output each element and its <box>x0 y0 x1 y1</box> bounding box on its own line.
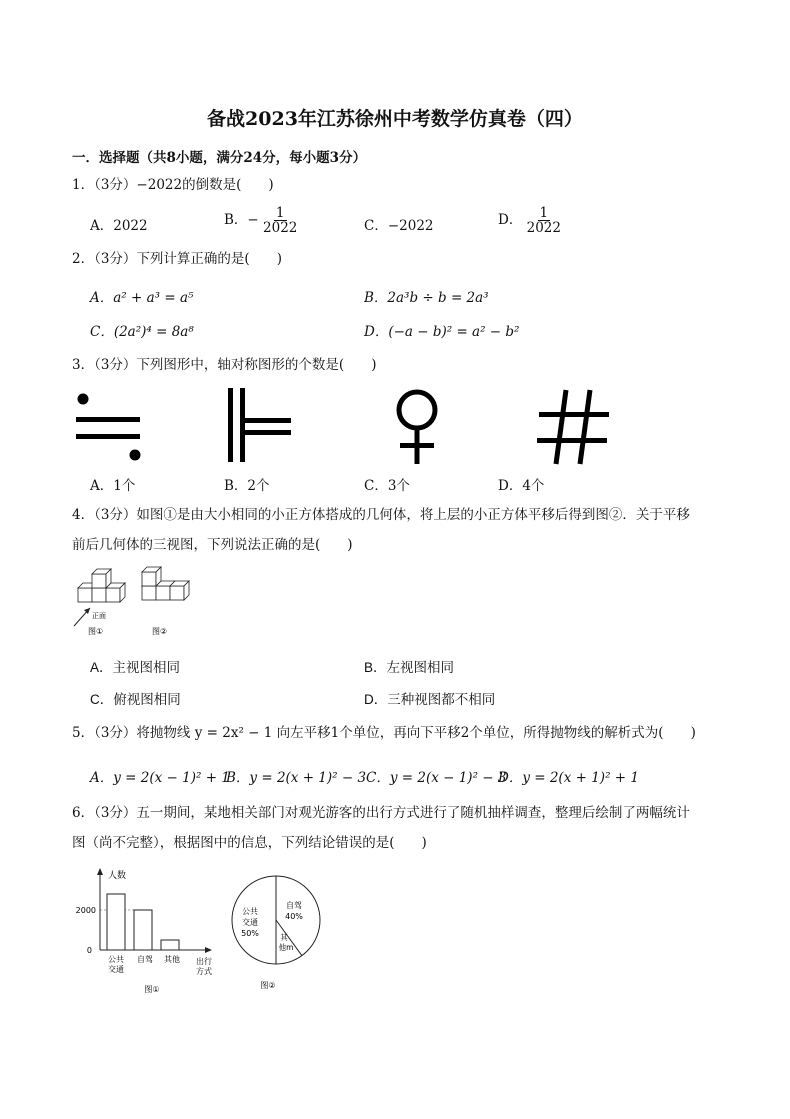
q1-b-denominator: 2022 <box>263 220 298 236</box>
pie-label-self: 自驾 <box>286 901 302 910</box>
figure-2-cubes <box>142 567 189 600</box>
q6-bar-chart <box>70 864 230 999</box>
hbar-2 <box>245 430 291 435</box>
exam-title: 备战2023年江苏徐州中考数学仿真卷（四） <box>207 108 583 130</box>
hash-symbol-figure <box>537 390 609 464</box>
q5-option-b[interactable]: B．y = 2(x + 1)² − 3 <box>226 770 367 786</box>
q3-option-c[interactable]: C．3个 <box>364 478 410 494</box>
q4-option-b[interactable]: B．左视图相同 <box>364 660 455 675</box>
division-bar-1 <box>76 417 140 422</box>
q4-fig1-label: 图① <box>88 627 104 636</box>
q2-option-b[interactable]: B．2a³b ÷ b = 2a³ <box>364 290 489 306</box>
hash-slash-1 <box>556 390 566 464</box>
vbar-2 <box>240 388 245 462</box>
q1-option-d[interactable] <box>498 206 561 235</box>
division-dot-bottom <box>130 450 141 461</box>
q1-option-b[interactable] <box>224 206 297 235</box>
vbar-1 <box>228 388 233 462</box>
question-5-stem: 5．（3分）将抛物线 y = 2x² − 1 向左平移1个单位，再向下平移2个单位，所得抛物线的解析式为( ) <box>72 725 696 741</box>
venus-circle <box>399 392 435 428</box>
parallel-bars-figure <box>228 388 291 462</box>
q3-option-b[interactable]: B．2个 <box>224 478 270 494</box>
q4-cube-figures <box>70 566 200 638</box>
q6-pie-chart <box>228 868 328 994</box>
q4-stem-line-1: 4．（3分）如图①是由大小相同的小正方体搭成的几何体，将上层的小正方体平移后得到图②．关于平移 <box>72 507 690 523</box>
pie-label-other-2: 他m <box>278 943 294 952</box>
section-heading: 一．选择题（共8小题，满分24分，每小题3分） <box>72 150 367 166</box>
division-bar-2 <box>76 434 140 439</box>
bar-1 <box>134 910 152 950</box>
pie-label-self-pct: 40% <box>285 912 303 921</box>
figure-1-cubes <box>78 569 125 602</box>
q2-option-d[interactable]: D．(−a − b)² = a² − b² <box>364 324 520 340</box>
question-2-stem: 2．（3分）下列计算正确的是( ) <box>72 251 282 267</box>
hash-bar-1 <box>539 412 609 417</box>
q3-figures <box>72 388 632 468</box>
division-sign-figure <box>76 394 141 461</box>
bar-tick-0: 0 <box>86 946 92 955</box>
bar-0 <box>107 894 125 950</box>
q6-stem-line-2: 图（尚不完整），根据图中的信息，下列结论错误的是( ) <box>72 835 427 851</box>
q1-option-c[interactable]: C．−2022 <box>364 218 434 234</box>
q3-option-a[interactable]: A．1个 <box>90 478 136 494</box>
bar-cat-other: 其他 <box>164 955 180 964</box>
bar-cat-public-2: 交通 <box>108 965 124 974</box>
q5-option-c[interactable]: C．y = 2(x − 1)² − 3 <box>366 770 507 786</box>
bar-y-label: 人数 <box>108 871 127 881</box>
q4-option-c[interactable]: C．俯视图相同 <box>90 692 181 707</box>
bar-tick-2000: 2000 <box>75 906 96 915</box>
q1-option-d-prefix: D． <box>498 212 523 228</box>
q1-option-b-fraction <box>263 206 297 235</box>
bar-fig-label: 图① <box>144 985 160 994</box>
q5-option-a[interactable]: A．y = 2(x − 1)² + 1 <box>90 770 230 786</box>
q2-option-a[interactable]: A．a² + a³ = a⁵ <box>90 290 194 306</box>
pie-label-other-1: 其 <box>280 933 288 942</box>
question-1-stem: 1．（3分）−2022的倒数是( ) <box>72 177 274 193</box>
hash-slash-2 <box>580 390 590 464</box>
q1-d-denominator: 2022 <box>526 220 561 236</box>
bar-2 <box>161 940 179 950</box>
question-4-stem <box>72 500 732 560</box>
q3-option-d[interactable]: D．4个 <box>498 478 545 494</box>
q5-option-d[interactable]: D．y = 2(x + 1)² + 1 <box>498 770 639 786</box>
q4-fig2-label: 图② <box>152 627 168 636</box>
q1-option-d-fraction <box>527 206 561 235</box>
q4-option-d[interactable]: D．三种视图都不相同 <box>364 692 496 707</box>
q1-b-numerator: 1 <box>275 205 285 221</box>
hash-bar-2 <box>537 438 607 443</box>
q6-stem-line-1: 6．（3分）五一期间，某地相关部门对观光游客的出行方式进行了随机抽样调查，整理后绘制了两幅统计 <box>72 805 690 821</box>
q4-stem-line-2: 前后几何体的三视图，下列说法正确的是( ) <box>72 537 353 553</box>
bar-x-label-2: 方式 <box>196 967 212 976</box>
q1-d-numerator: 1 <box>539 205 549 221</box>
pie-label-public-2: 交通 <box>242 918 258 927</box>
q4-option-a[interactable]: A．主视图相同 <box>90 660 181 675</box>
question-6-stem <box>72 798 732 858</box>
bar-x-axis-arrow <box>205 947 212 953</box>
venus-symbol-figure <box>399 392 435 464</box>
division-dot-top <box>78 394 89 405</box>
q1-option-a[interactable]: A．2022 <box>90 218 148 234</box>
pie-label-public-pct: 50% <box>241 929 259 938</box>
bar-cat-public-1: 公共 <box>108 955 124 964</box>
question-3-stem: 3．（3分）下列图形中，轴对称图形的个数是( ) <box>72 357 377 373</box>
pie-label-public-1: 公共 <box>242 907 258 916</box>
bar-x-label-1: 出行 <box>196 957 212 966</box>
front-label: 正面 <box>92 612 106 620</box>
hbar-1 <box>245 418 291 423</box>
bar-cat-self: 自驾 <box>137 955 153 964</box>
pie-fig-label: 图② <box>260 981 276 990</box>
q2-option-c[interactable]: C．(2a²)⁴ = 8a⁸ <box>90 324 194 340</box>
venus-cross <box>400 443 434 448</box>
q1-option-b-prefix: B．− <box>224 212 259 228</box>
bar-y-axis-arrow <box>97 868 103 875</box>
